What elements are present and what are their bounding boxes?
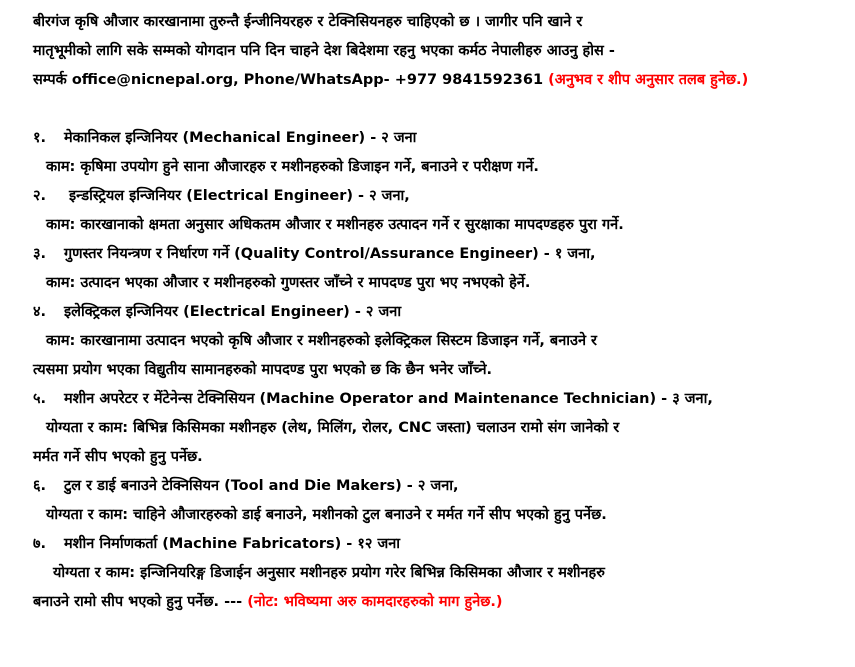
position-title-1	[33, 124, 833, 153]
position-detail: योग्यता र काम: चाहिने औजारहरुको डाई बनाउने, मशीनको टुल बनाउने र मर्मत गर्ने सीप भएको हुनु पर्नेछ.	[46, 507, 607, 523]
intro-line-1: बीरगंज कृषि औजार कारखानामा तुरुन्तै ईन्जीनियरहरु र टेक्निसियनहरु चाहिएको छ । जागीर पनि खाने र	[33, 14, 583, 30]
intro-line-2: मातृभूमीको लागि सके सम्मको योगदान पनि दिन चाहने देश बिदेशमा रहनु भएका कर्मठ नेपालीहरु आउनु होस -	[33, 43, 615, 59]
position-title-text: इलेक्ट्रिकल इन्जिनियर (Electrical Engineer) - २ जना	[64, 304, 402, 320]
position-number: ७.	[33, 536, 47, 552]
position-detail: काम: उत्पादन भएका औजार र मशीनहरुको गुणस्तर जाँच्ने र मापदण्ड पुरा भए नभएको हेर्ने.	[46, 275, 531, 291]
position-title-2	[33, 182, 833, 211]
position-detail-continued	[33, 588, 833, 617]
spacer	[33, 95, 833, 124]
job-announcement	[33, 8, 833, 617]
position-title-7	[33, 530, 833, 559]
position-title-text: गुणस्तर नियन्त्रण र निर्धारण गर्ने (Quality Control/Assurance Engineer) - १ जना,	[64, 246, 596, 262]
position-title-text: टुल र डाई बनाउने टेक्निसियन (Tool and Die Makers) - २ जना,	[64, 478, 459, 494]
position-detail-continued: त्यसमा प्रयोग भएका विद्युतीय सामानहरुको मापदण्ड पुरा भएको छ कि छैन भनेर जाँच्ने.	[33, 362, 493, 378]
position-detail: योग्यता र काम: इन्जिनियरिङ्ग डिजाईन अनुसार मशीनहरु प्रयोग गरेर बिभिन्न किसिमका औजार र मशीनहरु	[53, 565, 605, 581]
position-detail: योग्यता र काम: बिभिन्न किसिमका मशीनहरु (लेथ, मिलिंग, रोलर, CNC जस्ता) चलाउन रामो संग जानेको र	[46, 420, 620, 436]
position-title-4	[33, 298, 833, 327]
position-number: ३.	[33, 246, 47, 262]
position-title-text: इन्डस्ट्रियल इन्जिनियर (Electrical Engineer) - २ जना,	[64, 188, 410, 204]
position-number: ६.	[33, 478, 47, 494]
position-title-text: मशीन अपरेटर र मेंटेनेन्स टेक्निसियन (Machine Operator and Maintenance Technician) - ३ जना,	[64, 391, 713, 407]
position-detail: काम: कारखानाको क्षमता अनुसार अधिकतम औजार र मशीनहरु उत्पादन गर्ने र सुरक्षाका मापदण्डहरु पुरा गर्ने.	[46, 217, 624, 233]
position-number: १.	[33, 130, 47, 146]
contact-text: सम्पर्क office@nicnepal.org, Phone/WhatsApp- +977 9841592361	[33, 72, 549, 88]
position-title-text: मशीन निर्माणकर्ता (Machine Fabricators) - १२ जना	[64, 536, 401, 552]
position-detail-continued: मर्मत गर्ने सीप भएको हुनु पर्नेछ.	[33, 449, 203, 465]
position-number: २.	[33, 188, 47, 204]
closing-text: बनाउने रामो सीप भएको हुनु पर्नेछ. ---	[33, 594, 248, 610]
position-title-text: मेकानिकल इन्जिनियर (Mechanical Engineer) - २ जना	[64, 130, 417, 146]
salary-note: (अनुभव र शीप अनुसार तलब हुनेछ.)	[548, 72, 749, 88]
position-detail: काम: कृषिमा उपयोग हुने साना औजारहरु र मशीनहरुको डिजाइन गर्ने, बनाउने र परीक्षण गर्ने.	[46, 159, 539, 175]
position-number: ५.	[33, 391, 47, 407]
intro-line-3	[33, 66, 833, 95]
future-demand-note: (नोट: भविष्यमा अरु कामदारहरुको माग हुनेछ.)	[247, 594, 503, 610]
position-title-5	[33, 385, 833, 414]
position-detail: काम: कारखानामा उत्पादन भएको कृषि औजार र मशीनहरुको इलेक्ट्रिकल सिस्टम डिजाइन गर्ने, बनाउने र	[46, 333, 597, 349]
position-title-6	[33, 472, 833, 501]
position-title-3	[33, 240, 833, 269]
position-number: ४.	[33, 304, 47, 320]
